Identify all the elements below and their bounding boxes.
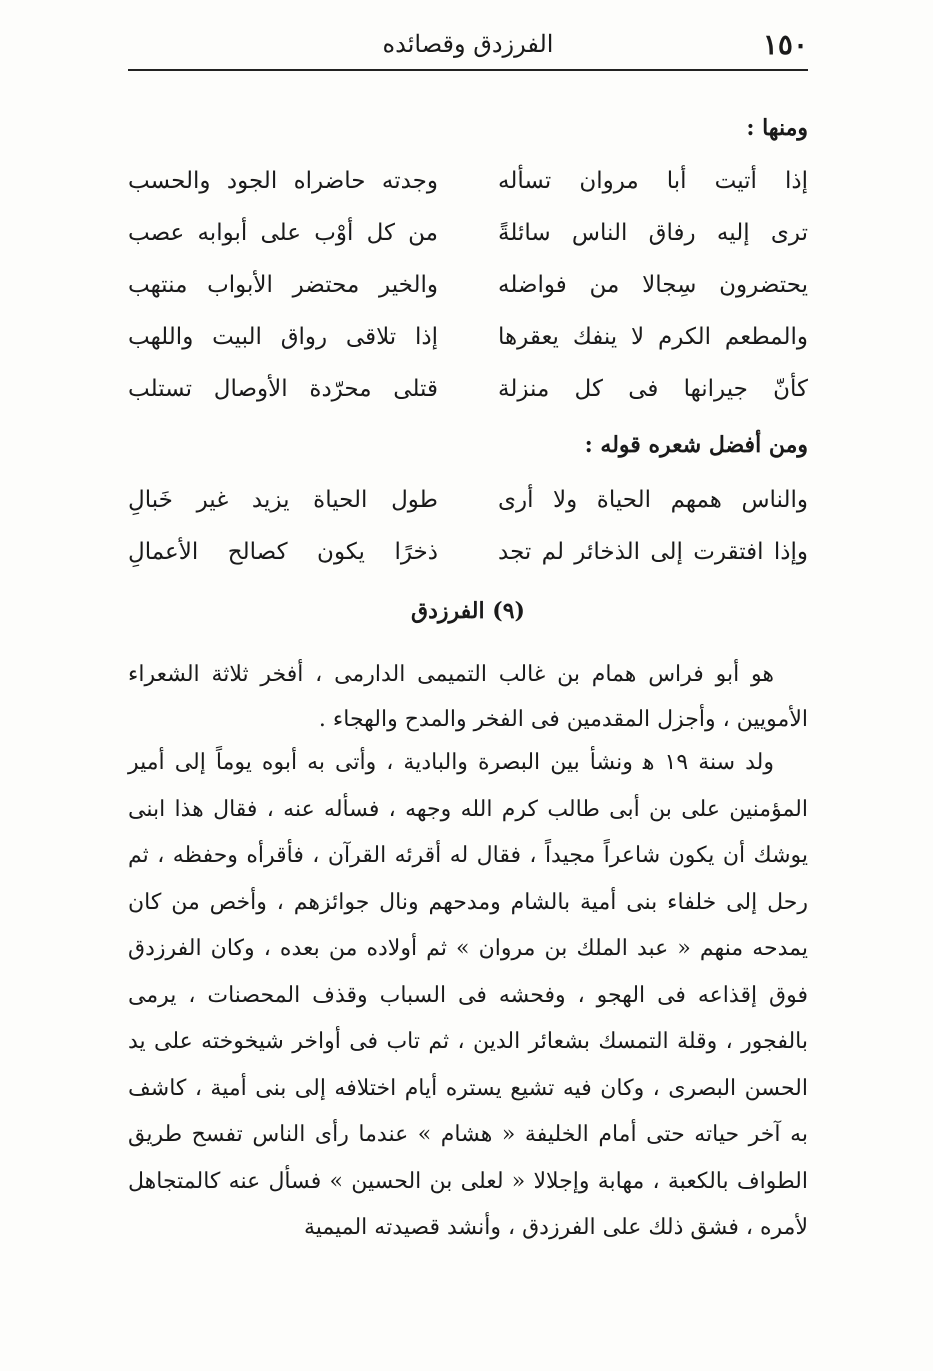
paragraph-biography — [128, 740, 808, 1252]
verse-line — [128, 526, 808, 578]
verse-second-hemistich: طول الحياة يزيد غير خَبالِ — [128, 487, 438, 513]
header-rule — [128, 69, 808, 71]
verse-line — [128, 155, 808, 207]
paragraph-intro — [128, 652, 808, 742]
verse-second-hemistich: من كل أوْب على أبوابه عصب — [128, 220, 438, 246]
verse-second-hemistich: إذا تلاقى رواق البيت واللهب — [128, 324, 438, 350]
verse-first-hemistich: إذا أتيت أبا مروان تسأله — [498, 168, 808, 194]
verse-line — [128, 259, 808, 311]
page-header — [128, 28, 808, 64]
verse-first-hemistich: يحتضرون سِجالا من فواضله — [498, 272, 808, 298]
poem1-verses — [128, 155, 808, 415]
verse-first-hemistich: ترى إليه رفاق الناس سائلةً — [498, 220, 808, 246]
running-title: الفرزدق وقصائده — [382, 30, 554, 58]
verse-line — [128, 474, 808, 526]
poem2-intro: ومن أفضل شعره قوله : — [584, 432, 808, 458]
poem2-verses — [128, 474, 808, 578]
verse-line — [128, 207, 808, 259]
verse-second-hemistich: والخير محتضر الأبواب منتهب — [128, 272, 438, 298]
verse-second-hemistich: وجدته حاضراه الجود والحسب — [128, 168, 438, 194]
verse-first-hemistich: والناس همهم الحياة ولا أرى — [498, 487, 808, 513]
section-title: (٩) الفرزدق — [411, 598, 525, 624]
verse-first-hemistich: وإذا افتقرت إلى الذخائر لم تجد — [498, 539, 808, 565]
verse-second-hemistich: قتلى محرّدة الأوصال تستلب — [128, 376, 438, 402]
verse-second-hemistich: ذخرًا يكون كصالح الأعمالِ — [128, 539, 438, 565]
paragraph-text: هو أبو فراس همام بن غالب التميمى الدارمى ، أفخر ثلاثة الشعراء الأمويين ، وأجزل المقدمين فى الفخر والمدح والهجاء . — [128, 662, 808, 732]
verse-line — [128, 311, 808, 363]
verse-first-hemistich: كأنّ جيرانها فى كل منزلة — [498, 376, 808, 402]
page-number: ١٥٠ — [762, 28, 808, 61]
verse-line — [128, 363, 808, 415]
paragraph-text: ولد سنة ١٩ ﻫ ونشأ بين البصرة والبادية ، وأتى به أبوه يوماً إلى أمير المؤمنين على بن أبى طالب كرم الله وجهه ، فسأله عنه ، فقال هذا ابنى يوشك أن يكون شاعراً مجيداً ، فقال له أقرئه القرآن ، فأقرأه وحفظه ، ثم رحل إلى خلفاء بنى أمية بالشام ومدحهم ونال جوائزهم ، وأخص من كان يمدحه منهم « عبد الملك بن مروان » ثم أولاده من بعده ، وكان الفرزدق فوق إقذاعه فى الهجو ، وفحشه فى السباب وقذف المحصنات ، يرمى بالفجور ، وقلة التمسك بشعائر الدين ، ثم تاب فى أواخر شيخوخته على يد الحسن البصرى ، وكان فيه تشيع يستره أيام اختلافه إلى بنى أمية ، كاشف به آخر حياته حتى أمام الخليفة « هشام » عندما رأى الناس تفسح طريق الطواف بالكعبة ، مهابة وإجلالا « لعلى بن الحسين » فسأل عنه كالمتجاهل لأمره ، فشق ذلك على الفرزدق ، وأنشد قصيدته الميمية — [128, 750, 808, 1240]
verse-first-hemistich: والمطعم الكرم لا ينفك يعقرها — [498, 324, 808, 350]
poem1-intro: ومنها : — [746, 115, 808, 141]
